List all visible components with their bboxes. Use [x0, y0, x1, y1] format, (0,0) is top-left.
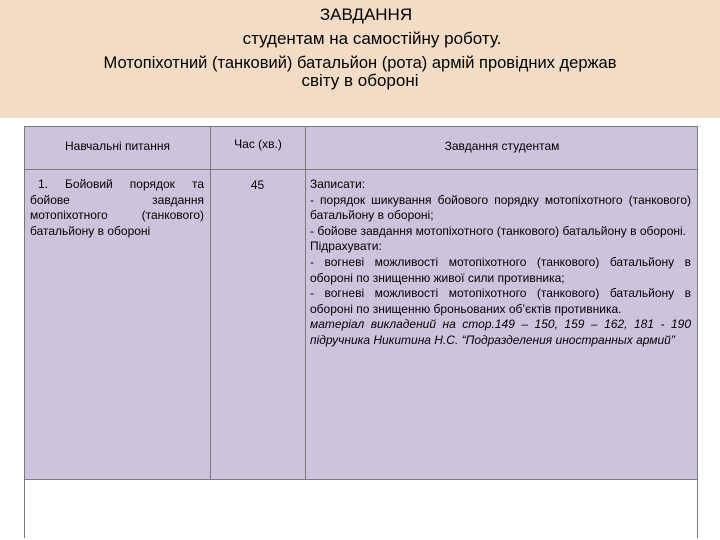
title-line-4: світу в обороні	[301, 71, 419, 90]
column-header-tasks: Завдання студентам	[444, 139, 560, 153]
material-reference: матеріал викладений на стор.149 – 150, 159 – 162, 181 - 190 підручника Никитина Н.С. “Подразделения иностранных армий”	[310, 317, 691, 347]
column-header-topics: Навчальні питання	[65, 139, 170, 153]
time-cell: 45	[250, 178, 265, 192]
column-header-time: Час (хв.)	[234, 137, 282, 151]
calc-item-2: - вогневі можливості мотопіхотного (танкового) батальйону в обороні по знищенню броньованих об’єктів противника.	[310, 286, 691, 316]
title-line-1: ЗАВДАННЯ	[319, 5, 413, 24]
topic-cell: 1. Бойовий порядок та бойове завдання мотопіхотного (танкового) батальйону в обороні	[30, 177, 204, 238]
write-item-1: - порядок шикування бойового порядку мотопіхотного (танкового) батальйону в обороні;	[310, 192, 691, 223]
calc-item-1: - вогневі можливості мотопіхотного (танкового) батальйону в обороні по знищенню живої сили противника;	[310, 254, 691, 285]
table-lower-border	[24, 480, 698, 538]
calc-label: Підрахувати:	[310, 239, 382, 254]
title-line-2: студентам на самостійну роботу.	[242, 29, 502, 48]
column-divider-2	[305, 127, 306, 479]
write-item-2: - бойове завдання мотопіхотного (танкового) батальйону в обороні.	[310, 223, 687, 238]
assignment-table	[24, 126, 698, 480]
title-banner	[0, 0, 720, 118]
write-label: Записати:	[310, 177, 366, 191]
title-line-3: Мотопіхотний (танковий) батальйон (рота) армій провідних держав	[103, 54, 617, 72]
task-cell	[310, 177, 691, 349]
